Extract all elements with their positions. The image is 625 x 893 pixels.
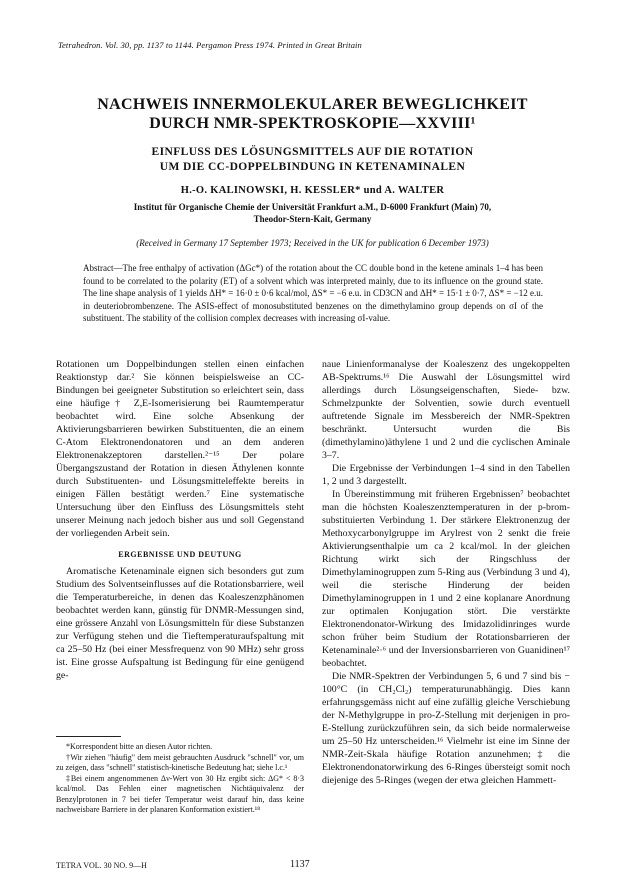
subtitle-line-1: EINFLUSS DES LÖSUNGSMITTELS AUF DIE ROTATION xyxy=(151,146,474,158)
footnote-rule xyxy=(56,736,121,737)
page-number: 1137 xyxy=(290,859,310,870)
affiliation-line-2: Theodor-Stern-Kait, Germany xyxy=(253,214,372,224)
footnote-1: *Korrespondent bitte an diesen Autor richten. xyxy=(66,742,213,751)
footnote-3: ‡Bei einem angenommenen Δν-Wert von 30 Hz ergibt sich: ΔG* < 8·3 kcal/mol. Das Fehlen einer magnetischen Nichtäquivalenz der Benzylprotonen in 7 bei tiefer Temperatur weist darauf hin, dass keine nachweisbare Barriere in der planaren Konformation existiert.¹⁸ xyxy=(56,773,304,814)
left-column xyxy=(56,358,304,682)
title-line-1: NACHWEIS INNERMOLEKULARER BEWEGLICHKEIT xyxy=(97,96,528,113)
received-dates: (Received in Germany 17 September 1973; Received in the UK for publication 6 December 1973) xyxy=(136,238,489,248)
right-paragraph-4: Die NMR-Spektren der Verbindungen 5, 6 und 7 sind bis − 100°C (in CH₂Cl₂) temperaturunabhängig. Dies kann erfahrungsgemäss nicht auf eine zufällig gleiche Verschiebung der N-Methylgruppe in pro-Z-Stellung mit derjenigen in pro-E-Stellung zurückzuführen sein, da sich beide normalerweise um 25–50 Hz unterscheiden.¹⁶ Vielmehr ist eine im Sinne der NMR-Zeit-Skala häufige Rotation anzunehmen;‡ die Elektronendonatorwirkung des 6-Ringes übersteigt somit noch diejenige des 5-Ringes (wegen der etwa gleichen Hammett- xyxy=(322,671,570,786)
footnotes xyxy=(56,742,304,816)
title-line-2: DURCH NMR-SPEKTROSKOPIE—XXVIII¹ xyxy=(149,115,476,132)
subtitle-line-2: UM DIE CC-DOPPELBINDUNG IN KETENAMINALEN xyxy=(159,161,466,173)
footnote-2: †Wir ziehen "häufig" dem meist gebrauchten Ausdruck "schnell" vor, um zu zeigen, dass "schnell" statistisch-kinetische Bedeutung hat; siehe l.c.¹ xyxy=(56,752,304,772)
right-column xyxy=(322,358,570,787)
left-paragraph-1: Rotationen um Doppelbindungen stellen einen einfachen Reaktionstyp dar.² Sie können beispielsweise an CC-Bindungen bei geeigneter Substitution so erleichtert sein, dass eine häufige† Z,E-Isomerisierung bei Raumtemperatur beobachtet wird. Eine solche Absenkung der Aktivierungsbarrieren bewirken Substituenten, die an einem C-Atom Elektronendonatoren und an dem anderen Elektronenakzeptoren darstellen.²⁻¹⁵ Der polare Übergangszustand der Rotation in diesen Äthylenen konnte durch Substituenten- und Lösungsmitteleffekte bereits in einigen Fällen bestätigt werden.⁷ Eine systematische Untersuchung über den Einfluss des Lösungsmittels steht unserer Meinung nach jedoch bisher aus und soll Gegenstand der vorliegenden Arbeit sein. xyxy=(56,359,304,539)
right-paragraph-1: naue Linienformanalyse der Koaleszenz des ungekoppelten AB-Spektrums.¹⁶ Die Auswahl der Lösungsmittel wird allerdings durch Lösungseigenschaften, Siede- bzw. Schmelzpunkte der Solventien, sowie durch eventuell auftretende Signale im Messbereich der NMR-Spektren beschränkt. Untersucht wurden die Bis (dimethylamino)äthylene 1 und 2 und die cyclischen Aminale 3–7. xyxy=(322,359,570,461)
section-heading: ERGEBNISSE UND DEUTUNG xyxy=(118,550,242,559)
left-paragraph-2: Aromatische Ketenaminale eignen sich besonders gut zum Studium des Solventseinflusses auf die Rotationsbarriere, weil die Temperaturbereiche, in denen das Koaleszenzphänomen beobachtet werden kann, günstig für DNMR-Messungen sind, eine grössere Anzahl von Lösungsmitteln für diese Substanzen zur Verfügung stehen und die Tieftemperaturaufspaltung mit ca 25–50 Hz (bei einer Messfrequenz von 90 MHz) sehr gross ist. Eine grosse Aufspaltung ist Bedingung für eine genügend ge- xyxy=(56,566,304,681)
journal-header: Tetrahedron. Vol. 30, pp. 1137 to 1144. Pergamon Press 1974. Printed in Great Britain xyxy=(58,40,362,50)
footer-journal-ref: TETRA VOL. 30 NO. 9—H xyxy=(56,861,147,870)
abstract: Abstract—The free enthalpy of activation (ΔGc*) of the rotation about the CC double bond in the ketene aminals 1–4 has been found to be correlated to the polarity (ET) of a solvent which was interpreted mainly, due to its influence on the ground state. The line shape analysis of 1 yields ΔH* = 16·0 ± 0·6 kcal/mol, ΔS* = −6 e.u. in CD3CN and ΔH* = 15·1 ± 0·7, ΔS* = −12 e.u. in deuteriobrombenzene. The ASIS-effect of monosubstituted benzenes on the dimethylamino group depends on σI of the substituent. The stability of the collision complex decreases with increasing σI-value. xyxy=(83,263,543,323)
right-paragraph-3: In Übereinstimmung mit früheren Ergebnissen⁷ beobachtet man die höchsten Koaleszenztemperaturen in der p-brom-substituierten Verbindung 1. Der stärkere Elektronenzug der Methoxycarbonylgruppe im Arylrest von 2 senkt die freie Aktivierungsenthalpie um ca 2 kcal/mol. In der gleichen Richtung wirkt sich der Ringschluss der Dimethylaminogruppen zum 5-Ring aus (Verbindung 3 und 4), weil die sterische Hinderung der beiden Dimethylaminogruppen in 1 und 2 eine koplanare Anordnung zur optimalen Konjugation stört. Die verstärkte Elektronendonator-Wirkung des Imidazolidinringes wurde schon früher beim Studium der Rotationsbarrieren der Ketenaminale²·⁶ und der Inversionsbarrieren von Guanidinen¹⁷ beobachtet. xyxy=(322,489,570,669)
right-paragraph-2: Die Ergebnisse der Verbindungen 1–4 sind in den Tabellen 1, 2 und 3 dargestellt. xyxy=(322,463,570,487)
authors: H.-O. KALINOWSKI, H. KESSLER* und A. WALTER xyxy=(180,185,445,196)
affiliation-line-1: Institut für Organische Chemie der Universität Frankfurt a.M., D-6000 Frankfurt (Main) 70, xyxy=(133,202,492,212)
